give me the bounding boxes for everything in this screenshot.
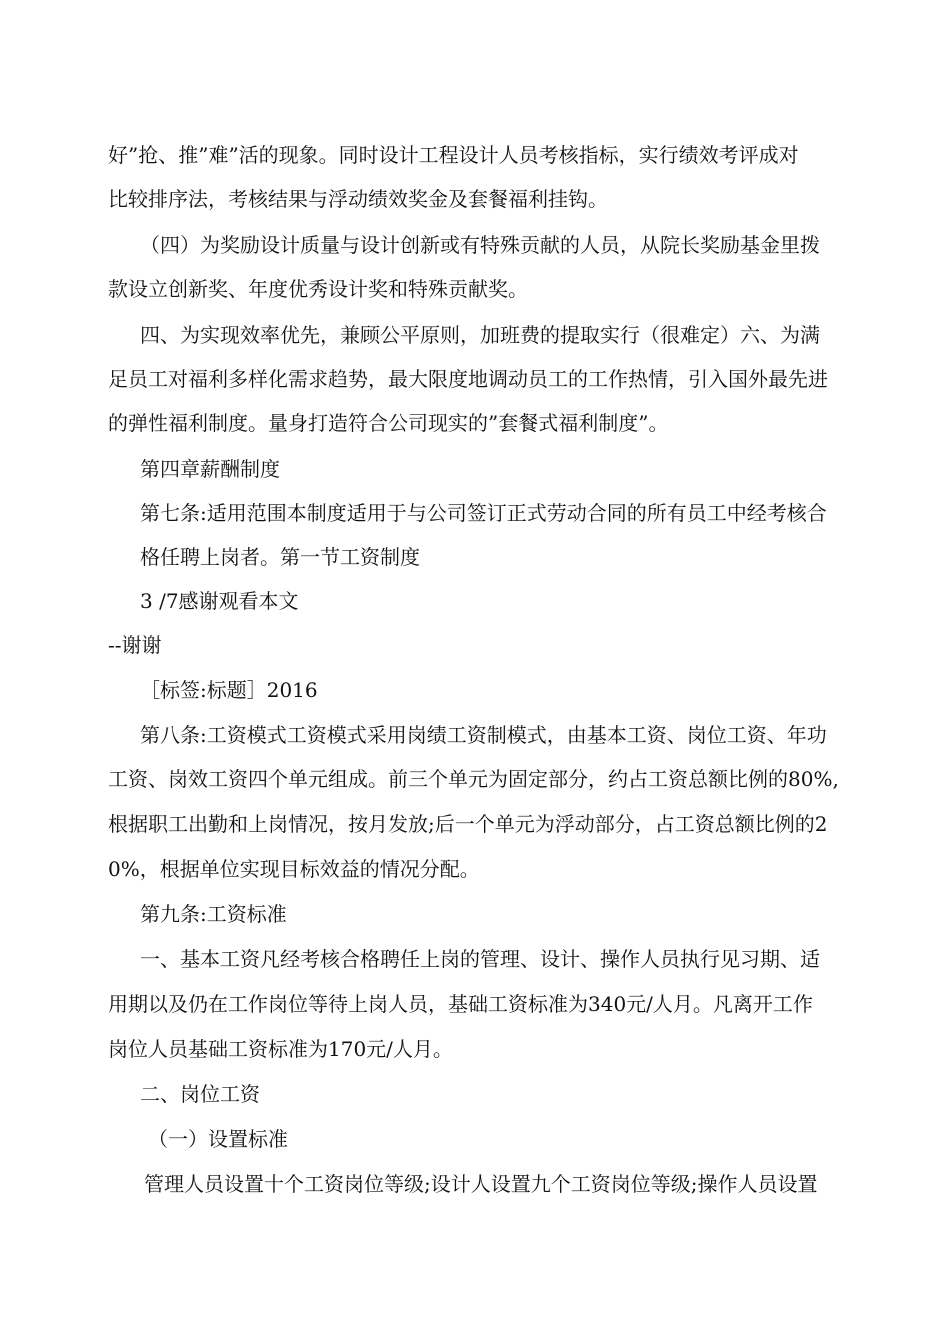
text-line-content: 第四章薪酬制度 [140, 457, 280, 481]
text-line [0, 990, 950, 1018]
text-line [0, 721, 950, 749]
text-line [0, 543, 950, 571]
page-footer-note [0, 587, 950, 615]
text-line [0, 945, 950, 973]
text-line-content: 一、基本工资凡经考核合格聘任上岗的管理、设计、操作人员执行见习期、适 [140, 947, 820, 971]
text-line-content: 工资、岗效工资四个单元组成。前三个单元为固定部分，约占工资总额比例的80%, [108, 767, 839, 791]
text-line [0, 231, 950, 259]
text-line-content: 0%，根据单位实现目标效益的情况分配。 [108, 857, 480, 881]
text-line-content: （一）设置标准 [148, 1127, 288, 1151]
text-line-content: 3 /7感谢观看本文 [140, 589, 299, 613]
text-line [0, 1170, 950, 1198]
text-line [0, 765, 950, 793]
text-line-content: 二、岗位工资 [140, 1082, 260, 1106]
text-line-content: 根据职工出勤和上岗情况，按月发放;后一个单元为浮动部分，占工资总额比例的2 [108, 812, 828, 836]
text-line [0, 855, 950, 883]
text-line [0, 631, 950, 659]
text-line-content: 第八条:工资模式工资模式采用岗绩工资制模式，由基本工资、岗位工资、年功 [140, 723, 827, 747]
text-line [0, 900, 950, 928]
text-line-content: 款设立创新奖、年度优秀设计奖和特殊贡献奖。 [108, 277, 528, 301]
text-line-content: 足员工对福利多样化需求趋势，最大限度地调动员工的工作热情，引入国外最先进 [108, 367, 828, 391]
text-line-content: 用期以及仍在工作岗位等待上岗人员，基础工资标准为340元/人月。凡离开工作 [108, 992, 813, 1016]
chapter-heading [0, 455, 950, 483]
text-line-content: ［标签:标题］2016 [140, 678, 318, 702]
tag-line [0, 676, 950, 704]
text-line-content: --谢谢 [108, 633, 162, 657]
text-line [0, 409, 950, 437]
text-line-content: 好”抢、推”难”活的现象。同时设计工程设计人员考核指标，实行绩效考评成对 [108, 143, 799, 167]
text-line [0, 365, 950, 393]
text-line [0, 275, 950, 303]
text-line [0, 499, 950, 527]
text-line-content: 第七条:适用范围本制度适用于与公司签订正式劳动合同的所有员工中经考核合 [140, 501, 827, 525]
text-line-content: 管理人员设置十个工资岗位等级;设计人设置九个工资岗位等级;操作人员设置 [144, 1172, 818, 1196]
text-line [0, 321, 950, 349]
text-line-content: 岗位人员基础工资标准为170元/人月。 [108, 1037, 453, 1061]
text-line [0, 1125, 950, 1153]
text-line [0, 1035, 950, 1063]
text-line [0, 1080, 950, 1108]
text-line [0, 810, 950, 838]
text-line [0, 185, 950, 213]
text-line-content: 第九条:工资标准 [140, 902, 287, 926]
text-line [0, 141, 950, 169]
text-line-content: 的弹性福利制度。量身打造符合公司现实的”套餐式福利制度”。 [108, 411, 669, 435]
text-line-content: （四）为奖励设计质量与设计创新或有特殊贡献的人员，从院长奖励基金里拨 [140, 233, 820, 257]
text-line-content: 比较排序法，考核结果与浮动绩效奖金及套餐福利挂钩。 [108, 187, 608, 211]
text-line-content: 格任聘上岗者。第一节工资制度 [140, 545, 420, 569]
text-line-content: 四、为实现效率优先，兼顾公平原则，加班费的提取实行（很难定）六、为满 [140, 323, 820, 347]
